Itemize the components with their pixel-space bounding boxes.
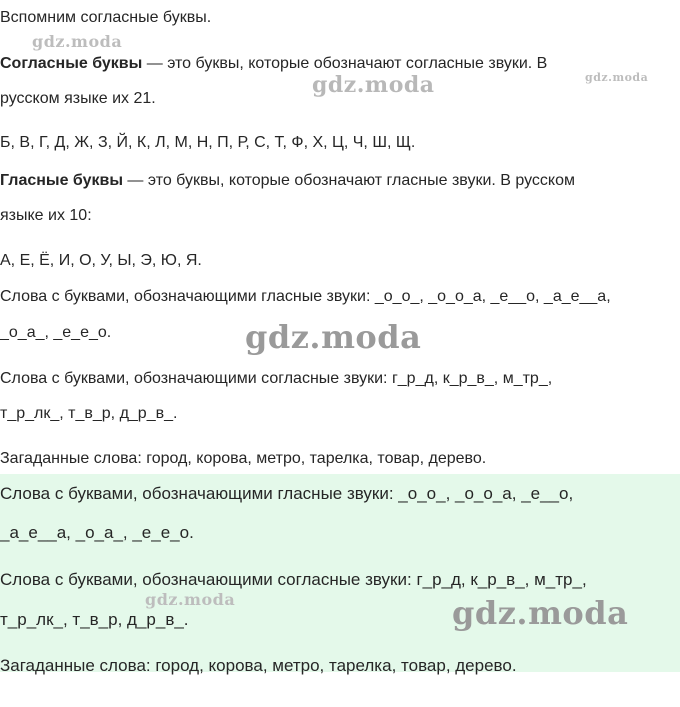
watermark-logo: gdz.moda bbox=[585, 71, 649, 84]
vowels-list: А, Е, Ё, И, О, У, Ы, Э, Ю, Я. bbox=[0, 252, 202, 269]
consonants-list: Б, В, Г, Д, Ж, З, Й, К, Л, М, Н, П, Р, С, Т, Ф, Х, Ц, Ч, Ш, Щ. bbox=[0, 134, 416, 151]
consonants-term: Согласные буквы bbox=[0, 55, 143, 72]
watermark-logo: gdz.moda bbox=[245, 318, 422, 356]
answer-box-consonant-line1: Слова с буквами, обозначающими согласные звуки: г_р_д, к_р_в_, м_тр_, bbox=[0, 570, 587, 589]
vowels-definition-text: — это буквы, которые обозначают гласные звуки. В русском bbox=[122, 172, 575, 189]
watermark-logo: gdz.moda bbox=[32, 32, 123, 51]
consonant-words-line2: т_р_лк_, т_в_р, д_р_в_. bbox=[0, 405, 178, 422]
answer-box bbox=[0, 474, 680, 675]
vowels-definition-line2: языке их 10: bbox=[0, 207, 92, 224]
answer-box-vowel-line1: Слова с буквами, обозначающими гласные звуки: _о_о_, _о_о_а, _е__о, bbox=[0, 484, 574, 503]
vowel-words-line1: Слова с буквами, обозначающими гласные звуки: _о_о_, _о_о_а, _е__о, _а_е__а, bbox=[0, 288, 611, 305]
watermark-logo: gdz.moda bbox=[452, 594, 629, 632]
answer-box-consonant-line2: т_р_лк_, т_в_р, д_р_в_. bbox=[0, 610, 189, 629]
answer-box-vowel-line2: _а_е__а, _о_а_, _е_е_о. bbox=[0, 523, 194, 542]
intro-text: Вспомним согласные буквы. bbox=[0, 9, 212, 26]
answer-text: Загаданные слова: город, корова, метро, тарелка, товар, дерево. bbox=[0, 450, 487, 467]
vowels-term: Гласные буквы bbox=[0, 172, 123, 189]
consonants-definition-line2: русском языке их 21. bbox=[0, 90, 156, 107]
vowel-words-line2: _о_а_, _е_е_о. bbox=[0, 324, 112, 341]
consonants-definition-line1 bbox=[0, 54, 547, 74]
consonants-definition-text: — это буквы, которые обозначают согласные звуки. В bbox=[142, 55, 548, 72]
consonant-words-line1: Слова с буквами, обозначающими согласные звуки: г_р_д, к_р_в_, м_тр_, bbox=[0, 370, 553, 387]
vowels-definition-line1 bbox=[0, 171, 575, 191]
answer-box-answer: Загаданные слова: город, корова, метро, тарелка, товар, дерево. bbox=[0, 656, 517, 675]
watermark-logo: gdz.moda bbox=[312, 72, 435, 98]
watermark-logo: gdz.moda bbox=[145, 590, 236, 609]
